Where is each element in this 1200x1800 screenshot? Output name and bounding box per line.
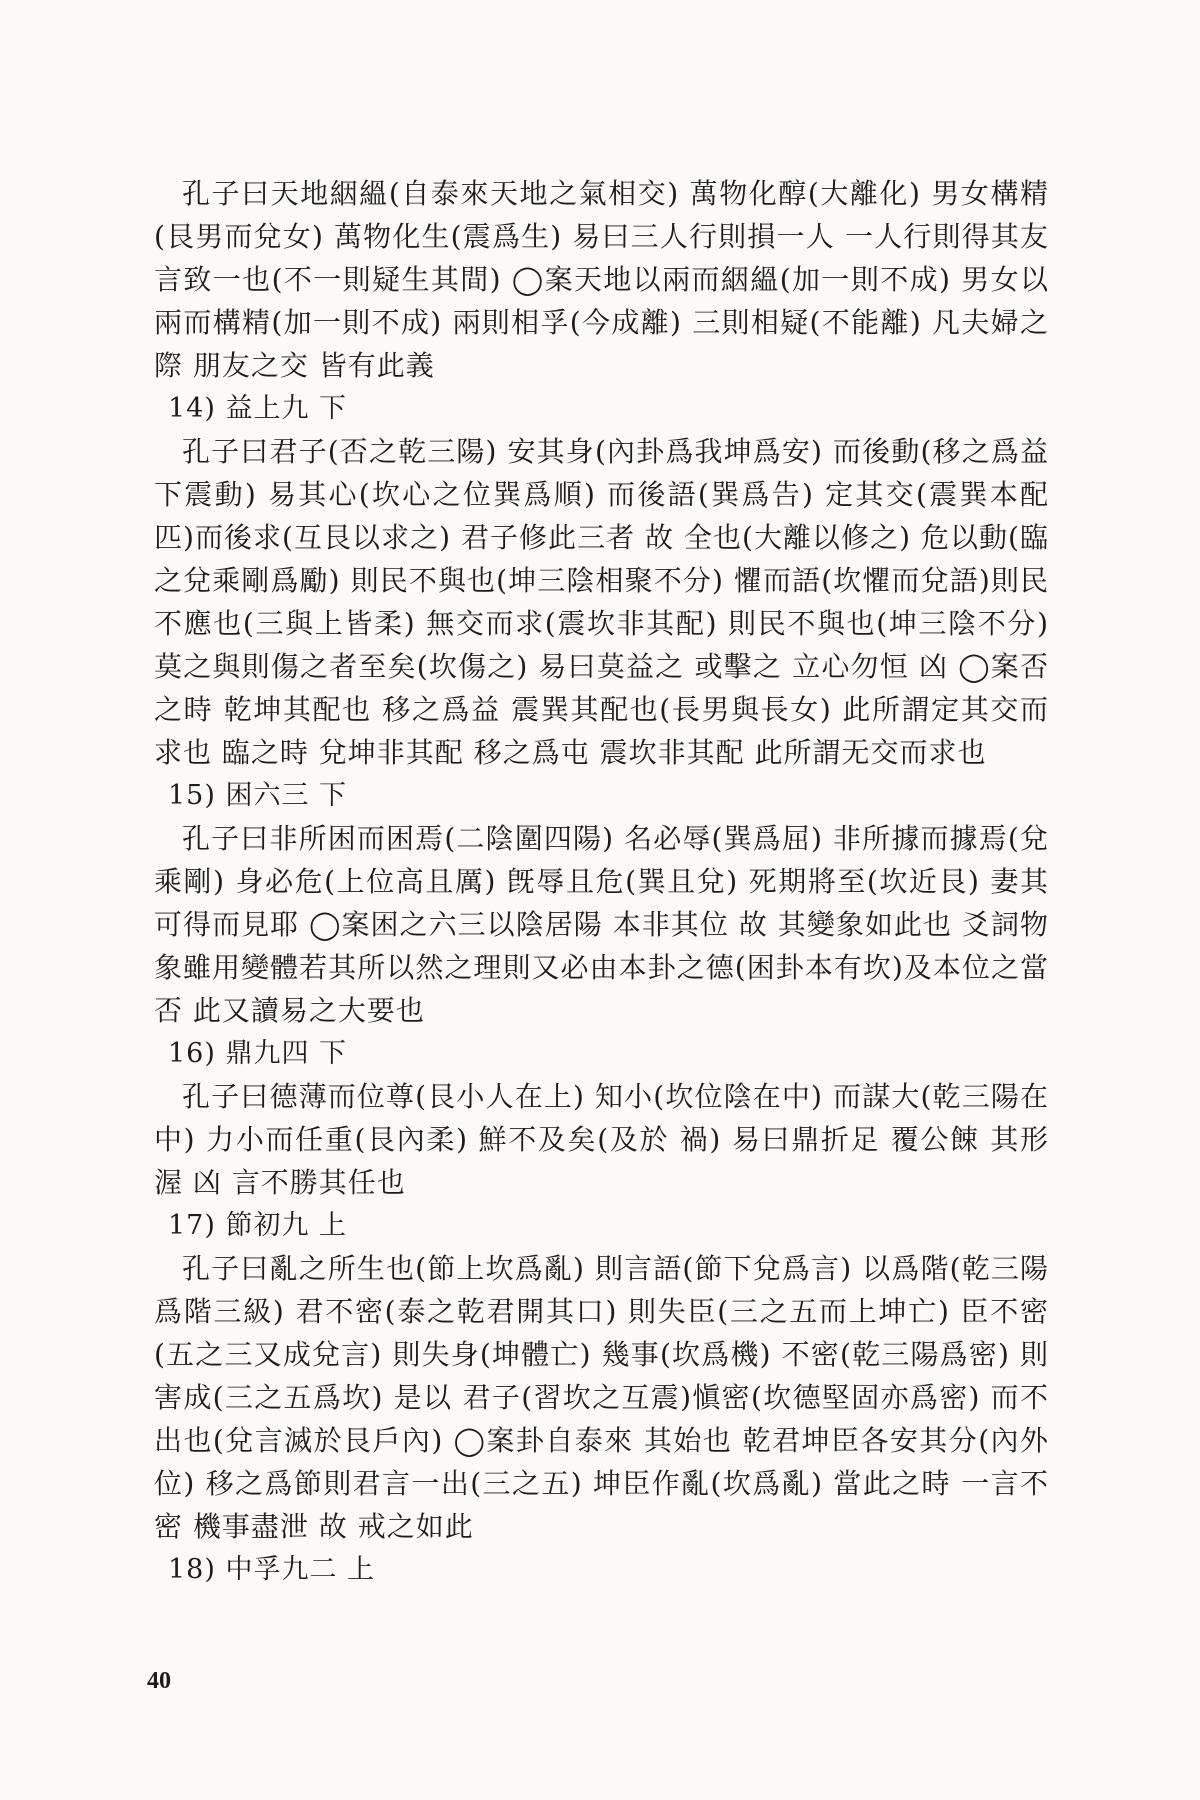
section-heading-15: 15) 困六三 下 [168,780,348,811]
paragraph-17: 孔子曰亂之所生也(節上坎爲亂) 則言語(節下兌爲言) 以爲階(乾三陽爲階三級) 君不密(泰之乾君開其口) 則失臣(三之五而上坤亡) 臣不密(五之三又成兌言) 則失身(坤體亡) 幾事(坎爲機) 不密(乾三陽爲密) 則害成(三之五爲坎) 是以 君子(習坎之互震)愼密(坎德堅固亦爲密) 而不出也(兌言滅於艮戶內) ◯案卦自泰來 其始也 乾君坤臣各安其分(內外位) 移之爲節則君言一出(三之五) 坤臣作亂(坎爲亂) 當此之時 一言不密 機事盡泄 故 戒之如此 [154,1252,1049,1543]
section-heading-14: 14) 益上九 下 [168,393,348,424]
text-body [154,172,1049,1591]
section-heading-16: 16) 鼎九四 下 [168,1038,348,1069]
paragraph-intro: 孔子曰天地絪縕(自泰來天地之氣相交) 萬物化醇(大離化) 男女構精(艮男而兌女) 萬物化生(震爲生) 易曰三人行則損一人 一人行則得其友 言致一也(不一則疑生其間) ◯案天地以兩而絪縕(加一則不成) 男女以兩而構精(加一則不成) 兩則相孚(今成離) 三則相疑(不能離) 凡夫婦之際 朋友之交 皆有此義 [154,177,1049,382]
paragraph-14: 孔子曰君子(否之乾三陽) 安其身(內卦爲我坤爲安) 而後動(移之爲益下震動) 易其心(坎心之位巽爲順) 而後語(巽爲告) 定其交(震巽本配匹)而後求(互艮以求之) 君子修此三者 故 全也(大離以修之) 危以動(臨之兌乘剛爲勵) 則民不與也(坤三陰相聚不分) 懼而語(坎懼而兌語)則民不應也(三與上皆柔) 無交而求(震坎非其配) 則民不與也(坤三陰不分) 莫之與則傷之者至矣(坎傷之) 易曰莫益之 或擊之 立心勿恒 凶 ◯案否之時 乾坤其配也 移之爲益 震巽其配也(長男與長女) 此所謂定其交而求也 臨之時 兌坤非其配 移之爲屯 震坎非其配 此所謂无交而求也 [154,435,1049,769]
paragraph-16: 孔子曰德薄而位尊(艮小人在上) 知小(坎位陰在中) 而謀大(乾三陽在中) 力小而任重(艮內柔) 鮮不及矣(及於 禍) 易曰鼎折足 覆公餗 其形渥 凶 言不勝其任也 [154,1080,1049,1199]
section-heading-18: 18) 中孚九二 上 [168,1554,376,1585]
paragraph-15: 孔子曰非所困而困焉(二陰圍四陽) 名必辱(巽爲屈) 非所據而據焉(兌乘剛) 身必危(上位高且厲) 旣辱且危(巽且兌) 死期將至(坎近艮) 妻其可得而見耶 ◯案困之六三以陰居陽 本非其位 故 其變象如此也 爻詞物象雖用變體若其所以然之理則又必由本卦之德(困卦本有坎)及本位之當否 此又讀易之大要也 [154,822,1049,1027]
section-heading-17: 17) 節初九 上 [168,1210,348,1241]
page-number: 40 [147,1668,171,1694]
